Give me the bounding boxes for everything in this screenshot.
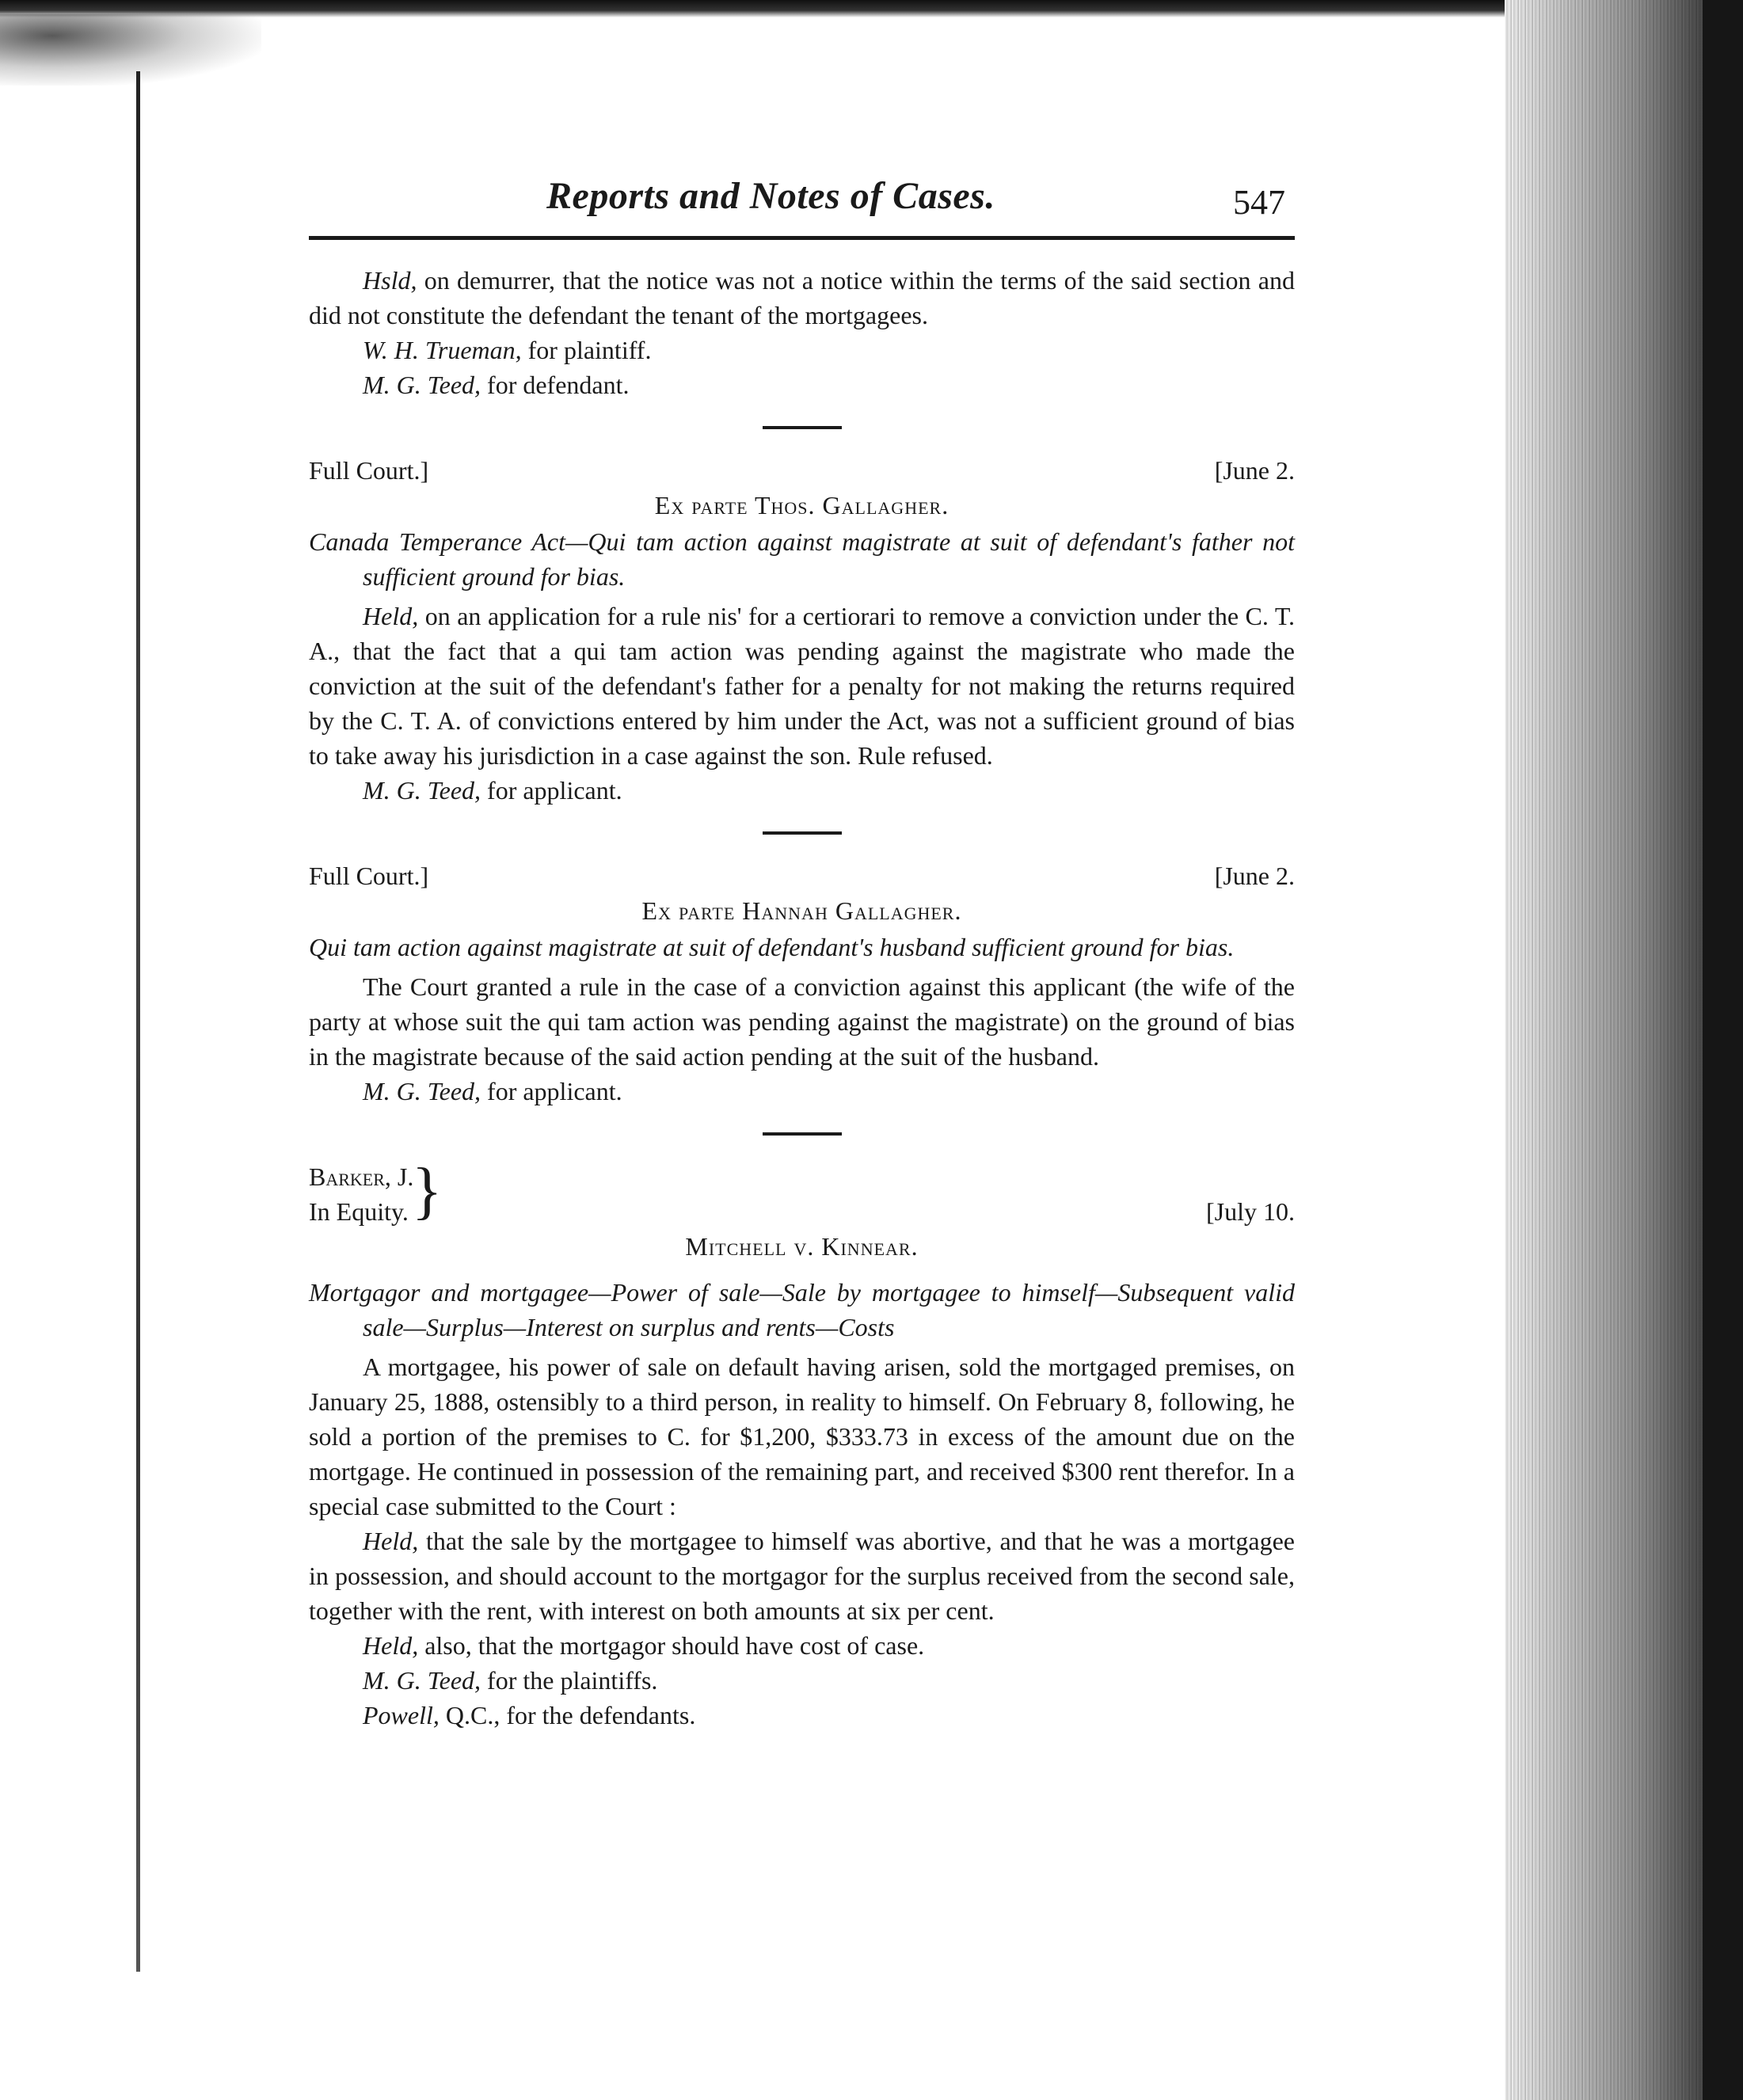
held-text: on demurrer, that the notice was not a notice within the terms of the said section and did not constitute the defendant the tenant of the mortgagees. <box>309 266 1295 329</box>
counsel-role: for applicant. <box>481 776 622 805</box>
court-line <box>309 453 1295 488</box>
counsel-line <box>309 1698 1295 1733</box>
held-text: that the sale by the mortgagee to himself was abortive, and that he was a mortgagee in possession, and should account to the mortgagor for the surplus received from the second sale, together with the rent, with interest on both amounts at six per cent. <box>309 1527 1295 1625</box>
held-paragraph <box>309 1628 1295 1663</box>
page-body <box>309 263 1295 1733</box>
court-label: In Equity. <box>309 1197 409 1226</box>
running-title: Reports and Notes of Cases. <box>546 175 995 217</box>
counsel-name: M. G. Teed, <box>363 1666 481 1695</box>
case-date: [June 2. <box>1214 862 1295 890</box>
court-label: Full Court.] <box>309 456 429 485</box>
held-text: on an application for a rule nis' for a certiorari to remove a conviction under the C. T. A., that the fact that a qui tam action was pending against the magistrate who made the conviction at the suit of the defendant's father for a penalty for not making the returns required by the C. T. A. of convictions entered by him under the Act, was not a sufficient ground of bias to take away his jurisdiction in a case against the son. Rule refused. <box>309 602 1295 770</box>
case-ex-parte-thos-gallagher <box>309 453 1295 808</box>
counsel-line <box>309 1663 1295 1698</box>
counsel-line <box>309 773 1295 808</box>
held-word: Held, <box>363 602 419 630</box>
case-separator <box>763 831 842 835</box>
catchwords: Canada Temperance Act—Qui tam action against magistrate at suit of defendant's father not sufficient ground for bias. <box>309 527 1295 591</box>
header-rule <box>309 236 1295 240</box>
counsel-name: W. H. Trueman, <box>363 336 522 364</box>
judge-name: Barker, J. <box>309 1162 414 1191</box>
scan-corner-smudge <box>0 14 261 86</box>
counsel-line <box>309 333 1295 367</box>
catchwords: Mortgagor and mortgagee—Power of sale—Sale by mortgagee to himself—Subsequent valid sale—Surplus—Interest on surplus and rents—Costs <box>309 1278 1295 1341</box>
page-number: 547 <box>1233 183 1285 222</box>
held-word: Hsld, <box>363 266 417 295</box>
case-mitchell-v-kinnear <box>309 1156 1295 1733</box>
case-separator <box>763 1132 842 1136</box>
counsel-name: Powell, <box>363 1701 440 1729</box>
held-word: Held, <box>363 1527 419 1555</box>
held-paragraph <box>309 599 1295 773</box>
scan-top-edge <box>0 0 1743 17</box>
case-title: Ex parte Hannah Gallagher. <box>641 896 962 925</box>
case-date: [June 2. <box>1214 456 1295 485</box>
judge-block <box>309 1156 445 1229</box>
court-line <box>309 1156 1295 1229</box>
held-paragraph <box>309 1524 1295 1628</box>
counsel-line <box>309 1074 1295 1109</box>
page-header <box>309 158 1295 241</box>
held-paragraph <box>309 263 1295 333</box>
case-ex-parte-hannah-gallagher <box>309 858 1295 1109</box>
counsel-role: Q.C., for the defendants. <box>439 1701 696 1729</box>
decision-paragraph: The Court granted a rule in the case of a conviction against this applicant (the wife of the party at whose suit the qui tam action was pending against the magistrate) on the ground of bias in the magistrate because of the said action pending at the suit of the husband. <box>309 972 1295 1071</box>
case-title: Mitchell v. Kinnear. <box>685 1232 919 1261</box>
facts-paragraph: A mortgagee, his power of sale on default having arisen, sold the mortgaged premises, on January 25, 1888, ostensibly to a third person, in reality to himself. On February 8, following, he sold a portion of the premises to C. for $1,200, $333.73 in excess of the amount due on the mortgage. He continued in possession of the remaining part, and received $300 rent therefor. In a special case submitted to the Court : <box>309 1352 1295 1520</box>
court-label: Full Court.] <box>309 862 429 890</box>
case-separator <box>763 426 842 429</box>
court-line <box>309 858 1295 893</box>
case-date: [July 10. <box>1206 1197 1295 1226</box>
counsel-name: M. G. Teed, <box>363 1077 481 1105</box>
page <box>309 158 1295 1733</box>
counsel-role: for applicant. <box>481 1077 622 1105</box>
counsel-role: for defendant. <box>481 371 630 399</box>
counsel-role: for the plaintiffs. <box>481 1666 658 1695</box>
catchwords: Qui tam action against magistrate at suit of defendant's husband sufficient ground for bias. <box>309 933 1235 961</box>
counsel-name: M. G. Teed, <box>363 776 481 805</box>
counsel-role: for plaintiff. <box>521 336 652 364</box>
case-continued <box>309 263 1295 402</box>
counsel-name: M. G. Teed, <box>363 371 481 399</box>
scan-book-gutter <box>1505 0 1743 2100</box>
counsel-line <box>309 367 1295 402</box>
brace-glyph: } <box>411 1156 443 1226</box>
case-title: Ex parte Thos. Gallagher. <box>654 491 950 519</box>
held-text: also, that the mortgagor should have cost of case. <box>418 1631 925 1660</box>
scan-left-edge <box>136 71 140 1972</box>
held-word: Held, <box>363 1631 419 1660</box>
